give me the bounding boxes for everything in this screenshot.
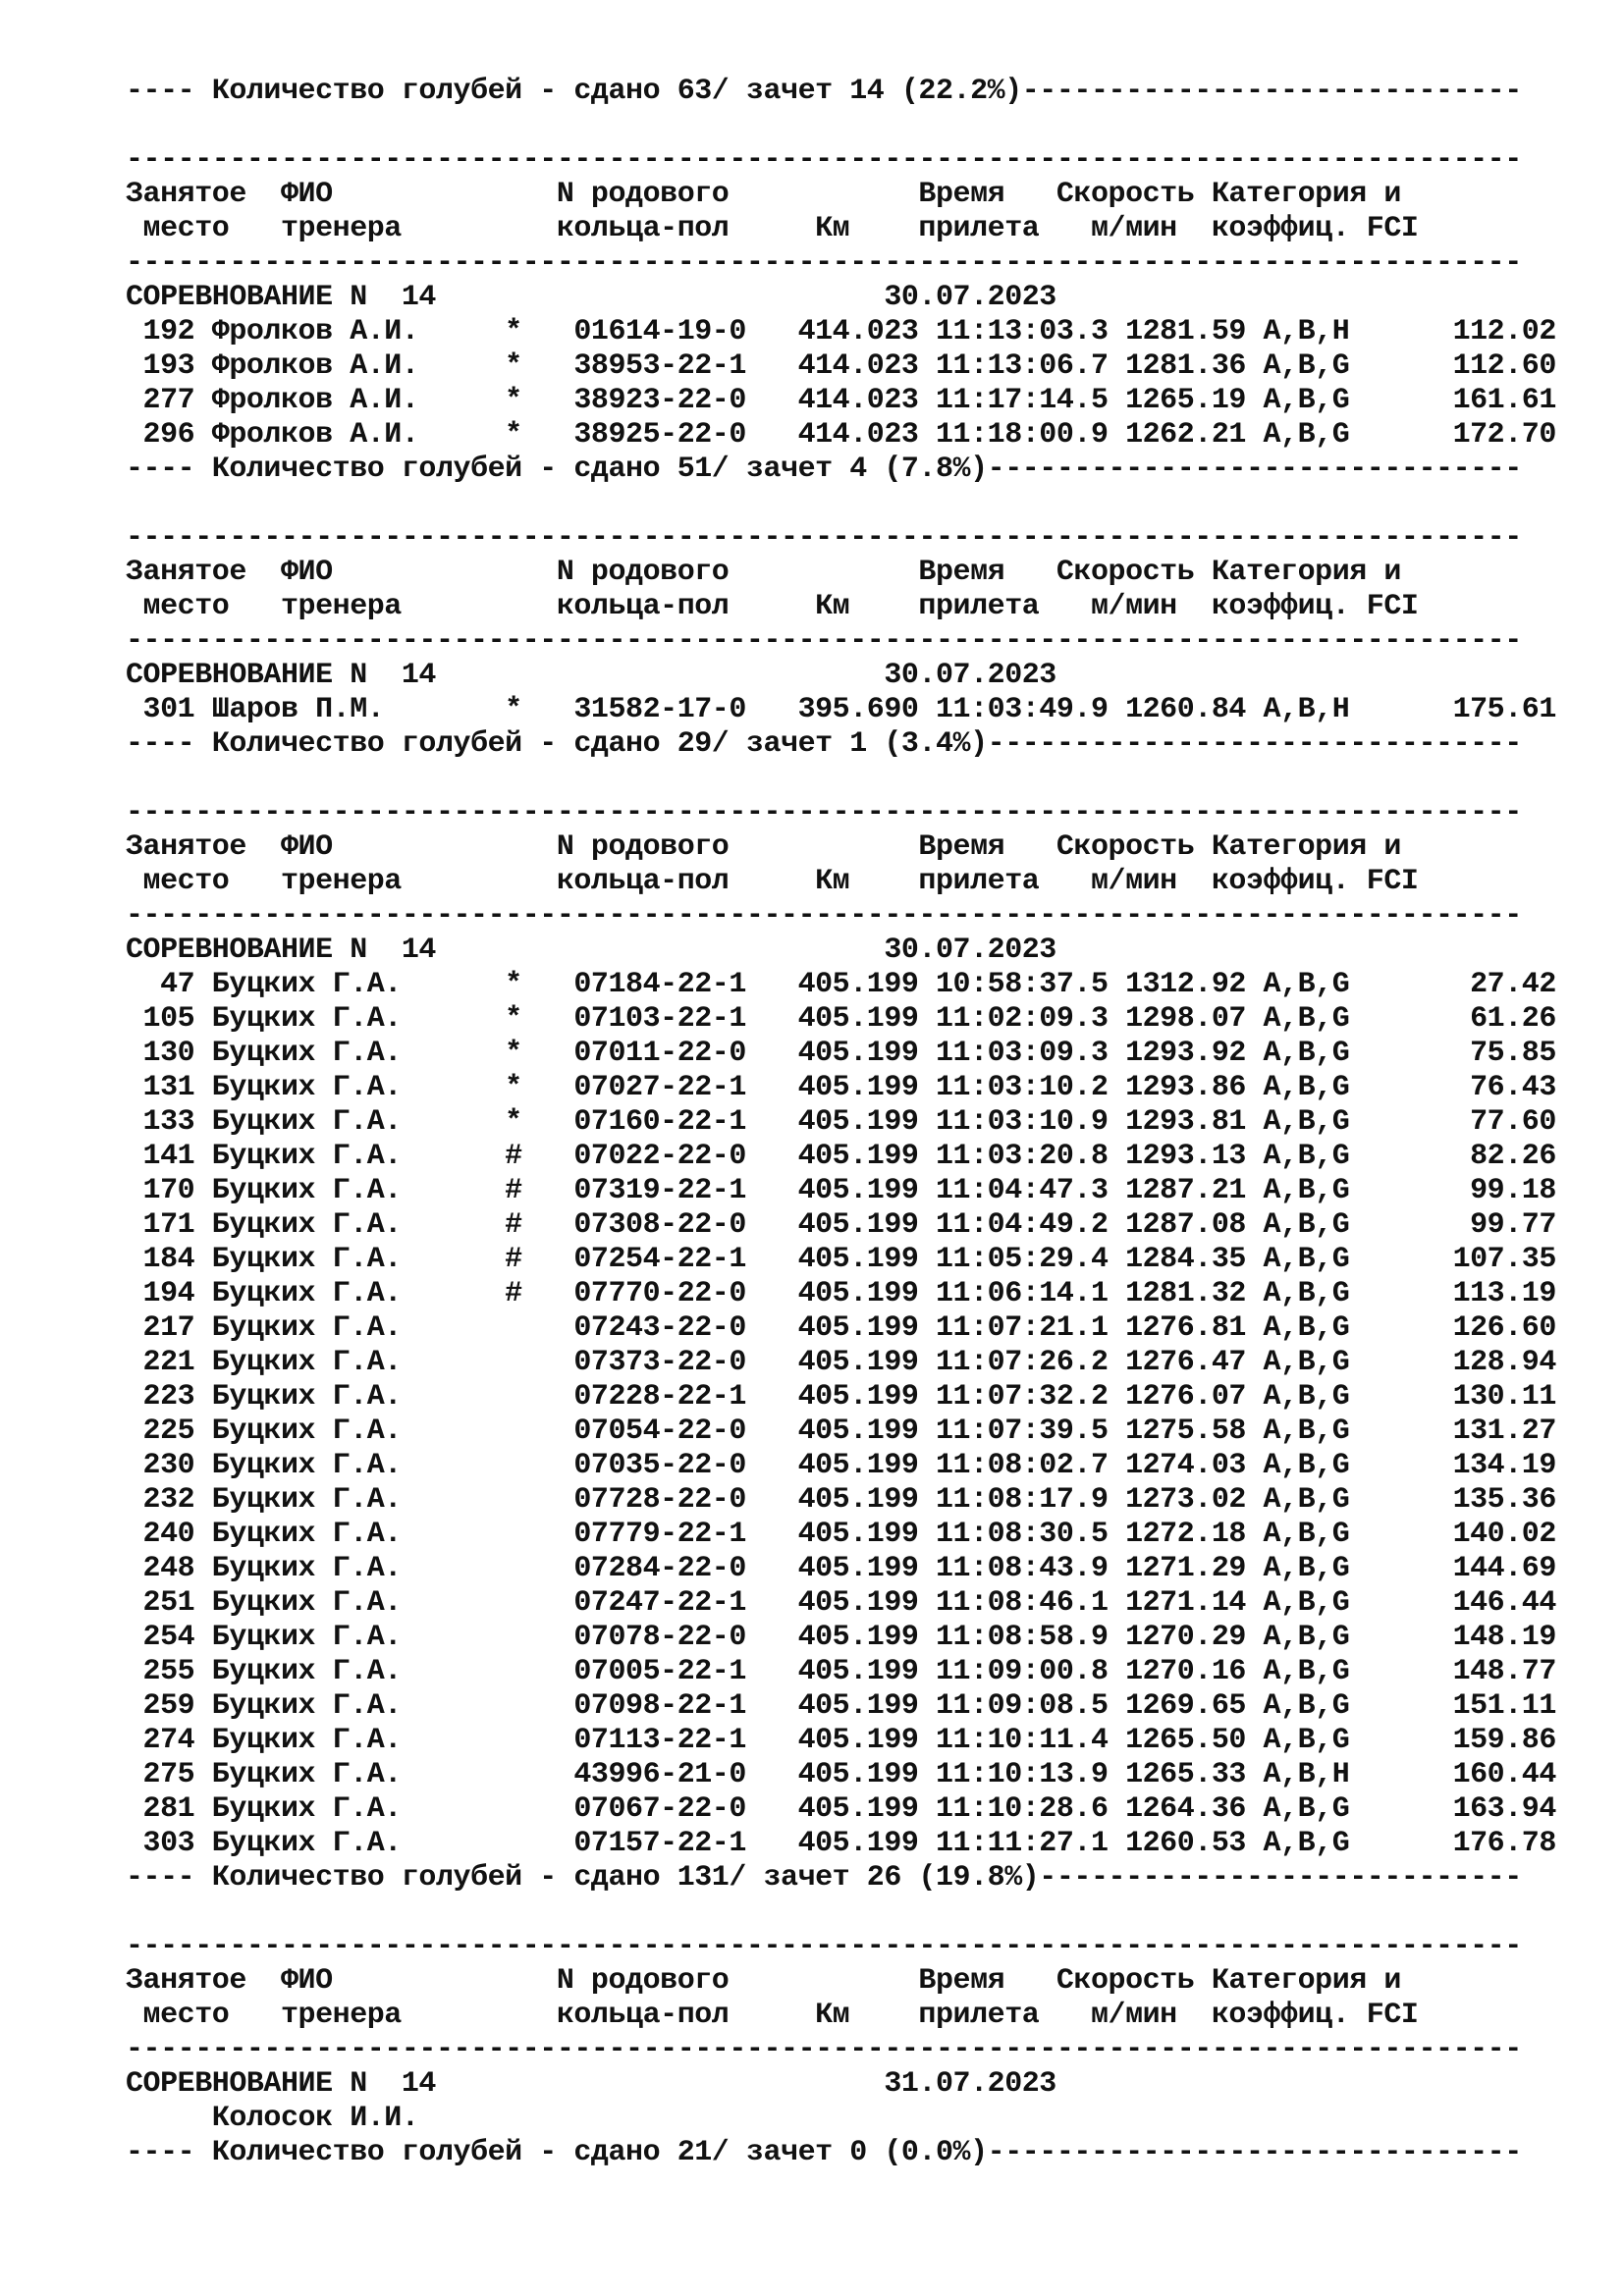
column-header-line: место тренера кольца-пол Км прилета м/мин коэффиц. FCI: [126, 1999, 1419, 2032]
competition-header-line: СОРЕВНОВАНИЕ N 14 30.07.2023: [126, 659, 1056, 692]
result-row: 223 Буцких Г.А. 07228-22-1 405.199 11:07:32.2 1276.07 A,B,G 130.11: [126, 1380, 1556, 1414]
separator-line: ---------------------------------------------------------------------------------: [126, 143, 1522, 177]
blank-line: [126, 762, 1598, 796]
blank-line: [126, 487, 1598, 521]
result-row: 105 Буцких Г.А. * 07103-22-1 405.199 11:02:09.3 1298.07 A,B,G 61.26: [126, 1002, 1556, 1036]
separator-line: ---------------------------------------------------------------------------------: [126, 2033, 1522, 2066]
result-row: 193 Фролков А.И. * 38953-22-1 414.023 11:13:06.7 1281.36 A,B,G 112.60: [126, 349, 1556, 383]
separator-line: ---------------------------------------------------------------------------------: [126, 246, 1522, 280]
column-header-line: место тренера кольца-пол Км прилета м/мин коэффиц. FCI: [126, 865, 1419, 898]
result-row: 192 Фролков А.И. * 01614-19-0 414.023 11:13:03.3 1281.59 A,B,H 112.02: [126, 315, 1556, 348]
result-row: 240 Буцких Г.А. 07779-22-1 405.199 11:08:30.5 1272.18 A,B,G 140.02: [126, 1518, 1556, 1551]
separator-line: ---------------------------------------------------------------------------------: [126, 899, 1522, 933]
result-row: 274 Буцких Г.А. 07113-22-1 405.199 11:10:11.4 1265.50 A,B,G 159.86: [126, 1724, 1556, 1757]
result-row: 301 Шаров П.М. * 31582-17-0 395.690 11:03:49.9 1260.84 A,B,H 175.61: [126, 693, 1556, 726]
summary-line: ---- Количество голубей - сдано 21/ зачет 0 (0.0%)-------------------------------: [126, 2136, 1522, 2169]
column-header-line: Занятое ФИО N родового Время Скорость Категория и: [126, 178, 1401, 211]
result-row: 251 Буцких Г.А. 07247-22-1 405.199 11:08:46.1 1271.14 A,B,G 146.44: [126, 1586, 1556, 1620]
column-header-line: место тренера кольца-пол Км прилета м/мин коэффиц. FCI: [126, 212, 1419, 245]
separator-line: ---------------------------------------------------------------------------------: [126, 521, 1522, 555]
result-row: 303 Буцких Г.А. 07157-22-1 405.199 11:11:27.1 1260.53 A,B,G 176.78: [126, 1827, 1556, 1860]
separator-line: ---------------------------------------------------------------------------------: [126, 796, 1522, 829]
column-header-line: Занятое ФИО N родового Время Скорость Категория и: [126, 830, 1401, 864]
result-row: 47 Буцких Г.А. * 07184-22-1 405.199 10:58:37.5 1312.92 A,B,G 27.42: [126, 968, 1556, 1001]
result-row: 281 Буцких Г.А. 07067-22-0 405.199 11:10:28.6 1264.36 A,B,G 163.94: [126, 1792, 1556, 1826]
blank-line: [126, 1896, 1598, 1930]
result-row: 248 Буцких Г.А. 07284-22-0 405.199 11:08:43.9 1271.29 A,B,G 144.69: [126, 1552, 1556, 1585]
result-row: Колосок И.И.: [126, 2102, 419, 2135]
result-row: 225 Буцких Г.А. 07054-22-0 405.199 11:07:39.5 1275.58 A,B,G 131.27: [126, 1415, 1556, 1448]
summary-line: ---- Количество голубей - сдано 131/ зачет 26 (19.8%)----------------------------: [126, 1861, 1522, 1895]
result-row: 275 Буцких Г.А. 43996-21-0 405.199 11:10:13.9 1265.33 A,B,H 160.44: [126, 1758, 1556, 1791]
result-row: 296 Фролков А.И. * 38925-22-0 414.023 11:18:00.9 1262.21 A,B,G 172.70: [126, 418, 1556, 452]
summary-line: ---- Количество голубей - сдано 63/ зачет 14 (22.2%)-----------------------------: [126, 75, 1522, 108]
summary-line: ---- Количество голубей - сдано 29/ зачет 1 (3.4%)-------------------------------: [126, 727, 1522, 761]
result-row: 221 Буцких Г.А. 07373-22-0 405.199 11:07:26.2 1276.47 A,B,G 128.94: [126, 1346, 1556, 1379]
column-header-line: Занятое ФИО N родового Время Скорость Категория и: [126, 1964, 1401, 1998]
result-row: 254 Буцких Г.А. 07078-22-0 405.199 11:08:58.9 1270.29 A,B,G 148.19: [126, 1621, 1556, 1654]
result-row: 259 Буцких Г.А. 07098-22-1 405.199 11:09:08.5 1269.65 A,B,G 151.11: [126, 1689, 1556, 1723]
result-row: 170 Буцких Г.А. # 07319-22-1 405.199 11:04:47.3 1287.21 A,B,G 99.18: [126, 1174, 1556, 1207]
competition-header-line: СОРЕВНОВАНИЕ N 14 31.07.2023: [126, 2067, 1056, 2101]
result-row: 255 Буцких Г.А. 07005-22-1 405.199 11:09:00.8 1270.16 A,B,G 148.77: [126, 1655, 1556, 1688]
result-row: 277 Фролков А.И. * 38923-22-0 414.023 11:17:14.5 1265.19 A,B,G 161.61: [126, 384, 1556, 417]
result-row: 141 Буцких Г.А. # 07022-22-0 405.199 11:03:20.8 1293.13 A,B,G 82.26: [126, 1140, 1556, 1173]
result-row: 230 Буцких Г.А. 07035-22-0 405.199 11:08:02.7 1274.03 A,B,G 134.19: [126, 1449, 1556, 1482]
result-row: 130 Буцких Г.А. * 07011-22-0 405.199 11:03:09.3 1293.92 A,B,G 75.85: [126, 1037, 1556, 1070]
blank-line: [126, 109, 1598, 143]
result-row: 171 Буцких Г.А. # 07308-22-0 405.199 11:04:49.2 1287.08 A,B,G 99.77: [126, 1208, 1556, 1242]
competition-header-line: СОРЕВНОВАНИЕ N 14 30.07.2023: [126, 281, 1056, 314]
column-header-line: Занятое ФИО N родового Время Скорость Категория и: [126, 556, 1401, 589]
competition-header-line: СОРЕВНОВАНИЕ N 14 30.07.2023: [126, 934, 1056, 967]
result-row: 131 Буцких Г.А. * 07027-22-1 405.199 11:03:10.2 1293.86 A,B,G 76.43: [126, 1071, 1556, 1104]
separator-line: ---------------------------------------------------------------------------------: [126, 624, 1522, 658]
result-row: 217 Буцких Г.А. 07243-22-0 405.199 11:07:21.1 1276.81 A,B,G 126.60: [126, 1311, 1556, 1345]
separator-line: ---------------------------------------------------------------------------------: [126, 1930, 1522, 1963]
column-header-line: место тренера кольца-пол Км прилета м/мин коэффиц. FCI: [126, 590, 1419, 623]
result-row: 184 Буцких Г.А. # 07254-22-1 405.199 11:05:29.4 1284.35 A,B,G 107.35: [126, 1243, 1556, 1276]
result-row: 133 Буцких Г.А. * 07160-22-1 405.199 11:03:10.9 1293.81 A,B,G 77.60: [126, 1105, 1556, 1139]
report-sheet: [126, 75, 1598, 2170]
result-row: 232 Буцких Г.А. 07728-22-0 405.199 11:08:17.9 1273.02 A,B,G 135.36: [126, 1483, 1556, 1517]
summary-line: ---- Количество голубей - сдано 51/ зачет 4 (7.8%)-------------------------------: [126, 453, 1522, 486]
result-row: 194 Буцких Г.А. # 07770-22-0 405.199 11:06:14.1 1281.32 A,B,G 113.19: [126, 1277, 1556, 1310]
